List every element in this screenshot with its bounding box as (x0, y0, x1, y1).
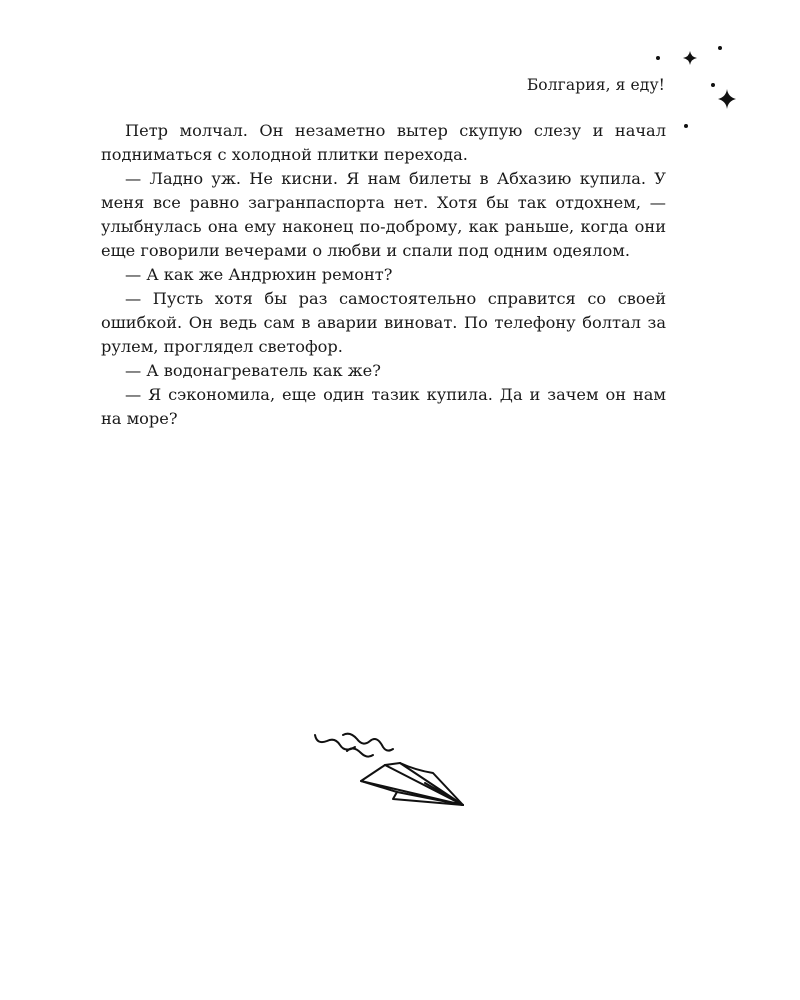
running-title: Болгария, я еду! (526, 76, 665, 94)
paragraph: — Ладно уж. Не кисни. Я нам билеты в Абхазию купила. У меня все равно загранпаспорта нет. Хотя бы так отдохнем, — улыбнулась она ему наконец по-доброму, как раньше, когда они еще говорили вечерами о любви и спали под одним одеялом. (101, 169, 666, 260)
paragraph: — Пусть хотя бы раз самостоятельно справится со своей ошибкой. Он ведь сам в аварии виноват. По телефону болтал за рулем, проглядел светофор. (101, 289, 666, 356)
paragraph: — А как же Андрюхин ремонт? (125, 265, 393, 284)
paper-plane-icon (305, 725, 475, 815)
paragraph: — А водонагреватель как же? (125, 361, 381, 380)
paragraph: — Я сэкономила, еще один тазик купила. Да и зачем он нам на море? (101, 385, 666, 428)
paragraph: Петр молчал. Он незаметно вытер скупую слезу и начал подниматься с холодной плитки перехода. (101, 121, 666, 164)
body-text (101, 119, 666, 431)
